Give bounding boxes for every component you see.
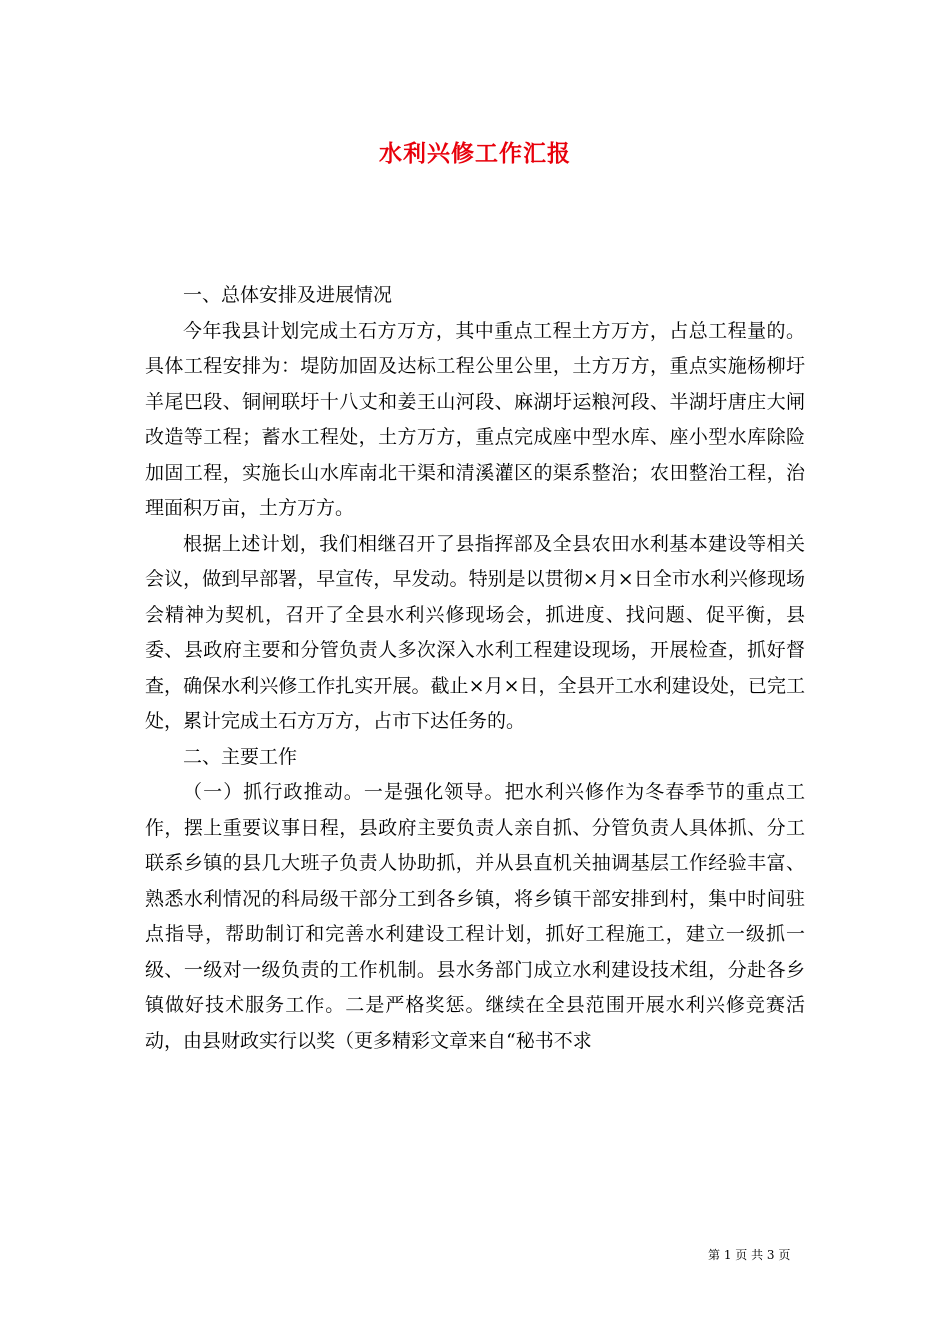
- section-heading-1: 一、总体安排及进展情况: [183, 284, 393, 306]
- document-title: 水利兴修工作汇报: [379, 140, 571, 167]
- page-number: 第 1 页 共 3 页: [708, 1248, 791, 1262]
- section-heading-2: 二、主要工作: [183, 745, 298, 768]
- document-body: [145, 278, 805, 1059]
- paragraph: 根据上述计划，我们相继召开了县指挥部及全县农田水利基本建设等相关会议，做到早部署，早宣传，早发动。特别是以贯彻×月×日全市水利兴修现场会精神为契机，召开了全县水利兴修现场会，抓进度、找问题、促平衡，县委、县政府主要和分管负责人多次深入水利工程建设现场，开展检查，抓好督查，确保水利兴修工作扎实开展。截止×月×日，全县开工水利建设处，已完工处，累计完成土石方万方，占市下达任务的。: [145, 532, 805, 732]
- paragraph: 今年我县计划完成土石方万方，其中重点工程土方万方，占总工程量的。具体工程安排为：堤防加固及达标工程公里公里，土方万方，重点实施杨柳圩羊尾巴段、铜闸联圩十八丈和姜王山河段、麻湖圩运粮河段、半湖圩唐庄大闸改造等工程；蓄水工程处，土方万方，重点完成座中型水库、座小型水库除险加固工程，实施长山水库南北干渠和清溪灌区的渠系整治；农田整治工程，治理面积万亩，土方万方。: [145, 319, 805, 519]
- paragraph: （一）抓行政推动。一是强化领导。把水利兴修作为冬春季节的重点工作，摆上重要议事日程，县政府主要负责人亲自抓、分管负责人具体抓、分工联系乡镇的县几大班子负责人协助抓，并从县直机关抽调基层工作经验丰富、熟悉水利情况的科局级干部分工到各乡镇，将乡镇干部安排到村，集中时间驻点指导，帮助制订和完善水利建设工程计划，抓好工程施工，建立一级抓一级、一级对一级负责的工作机制。县水务部门成立水利建设技术组，分赴各乡镇做好技术服务工作。二是严格奖惩。继续在全县范围开展水利兴修竞赛活动，由县财政实行以奖（更多精彩文章来自“秘书不求: [145, 781, 805, 1052]
